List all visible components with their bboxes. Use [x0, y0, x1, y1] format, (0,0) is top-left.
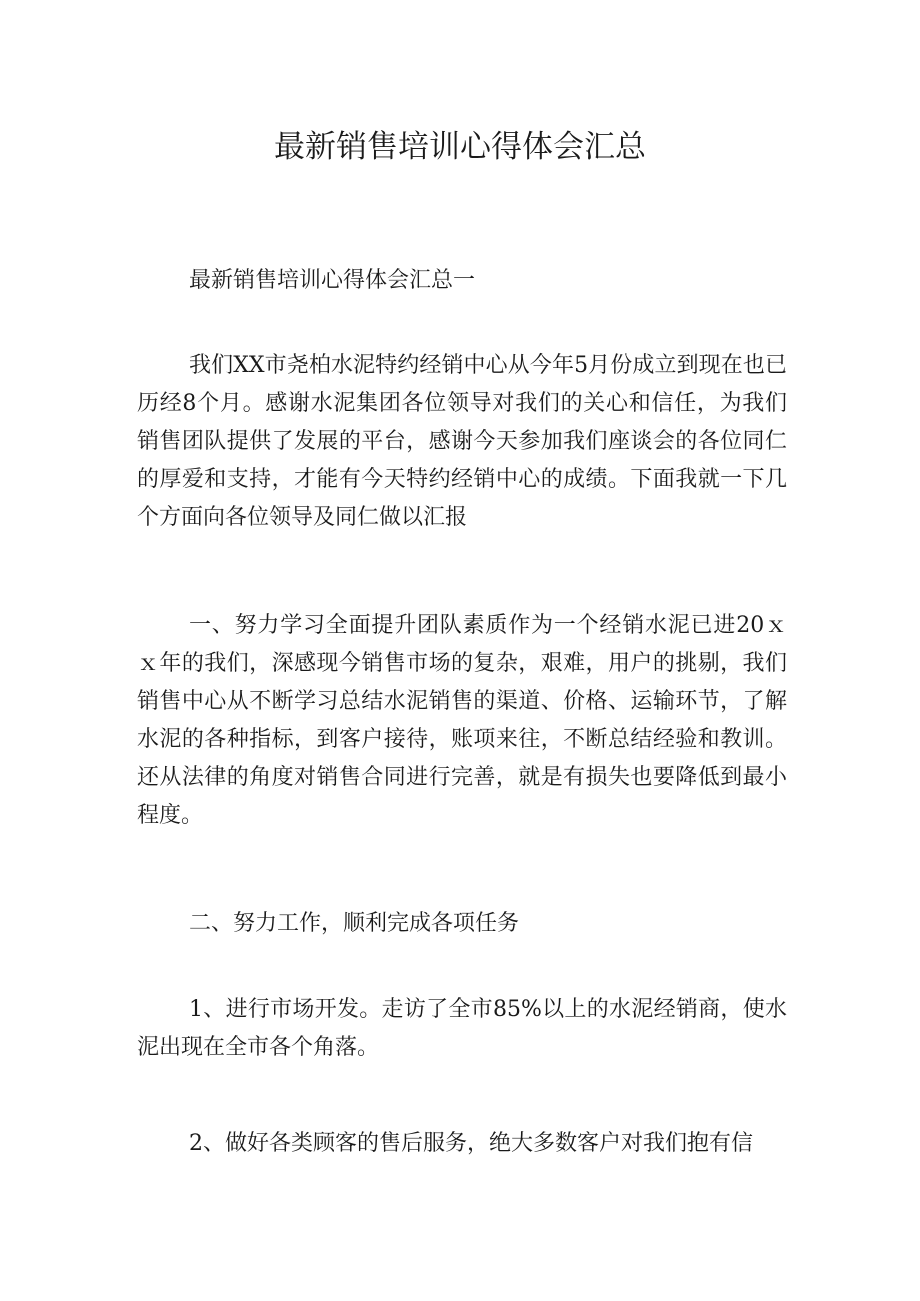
section-heading: 最新销售培训心得体会汇总一 — [189, 268, 476, 293]
paragraph-point-two-heading: 二、努力工作，顺利完成各项任务 — [189, 911, 520, 936]
paragraph-item-2: 2、做好各类顾客的售后服务，绝大多数客户对我们抱有信 — [189, 1131, 753, 1156]
paragraph-item-1: 1、进行市场开发。走访了全市85%以上的水泥经销商，使水泥出现在全市各个角落。 — [137, 997, 787, 1060]
paragraph-intro: 我们XX市尧柏水泥特约经销中心从今年5月份成立到现在也已历经8个月。感谢水泥集团各位领导对我们的关心和信任，为我们销售团队提供了发展的平台，感谢今天参加我们座谈会的各位同仁的厚爱和支持，才能有今天特约经销中心的成绩。下面我就一下几个方面向各位领导及同仁做以汇报 — [137, 353, 787, 530]
paragraph-point-one: 一、努力学习全面提升团队素质作为一个经销水泥已进20ｘｘ年的我们，深感现今销售市场的复杂，艰难，用户的挑剔，我们销售中心从不断学习总结水泥销售的渠道、价格、运输环节，了解水泥的各种指标，到客户接待，账项来往，不断总结经验和教训。还从法律的角度对销售合同进行完善，就是有损失也要降低到最小程度。 — [137, 613, 787, 828]
document-title: 最新销售培训心得体会汇总 — [274, 129, 646, 165]
